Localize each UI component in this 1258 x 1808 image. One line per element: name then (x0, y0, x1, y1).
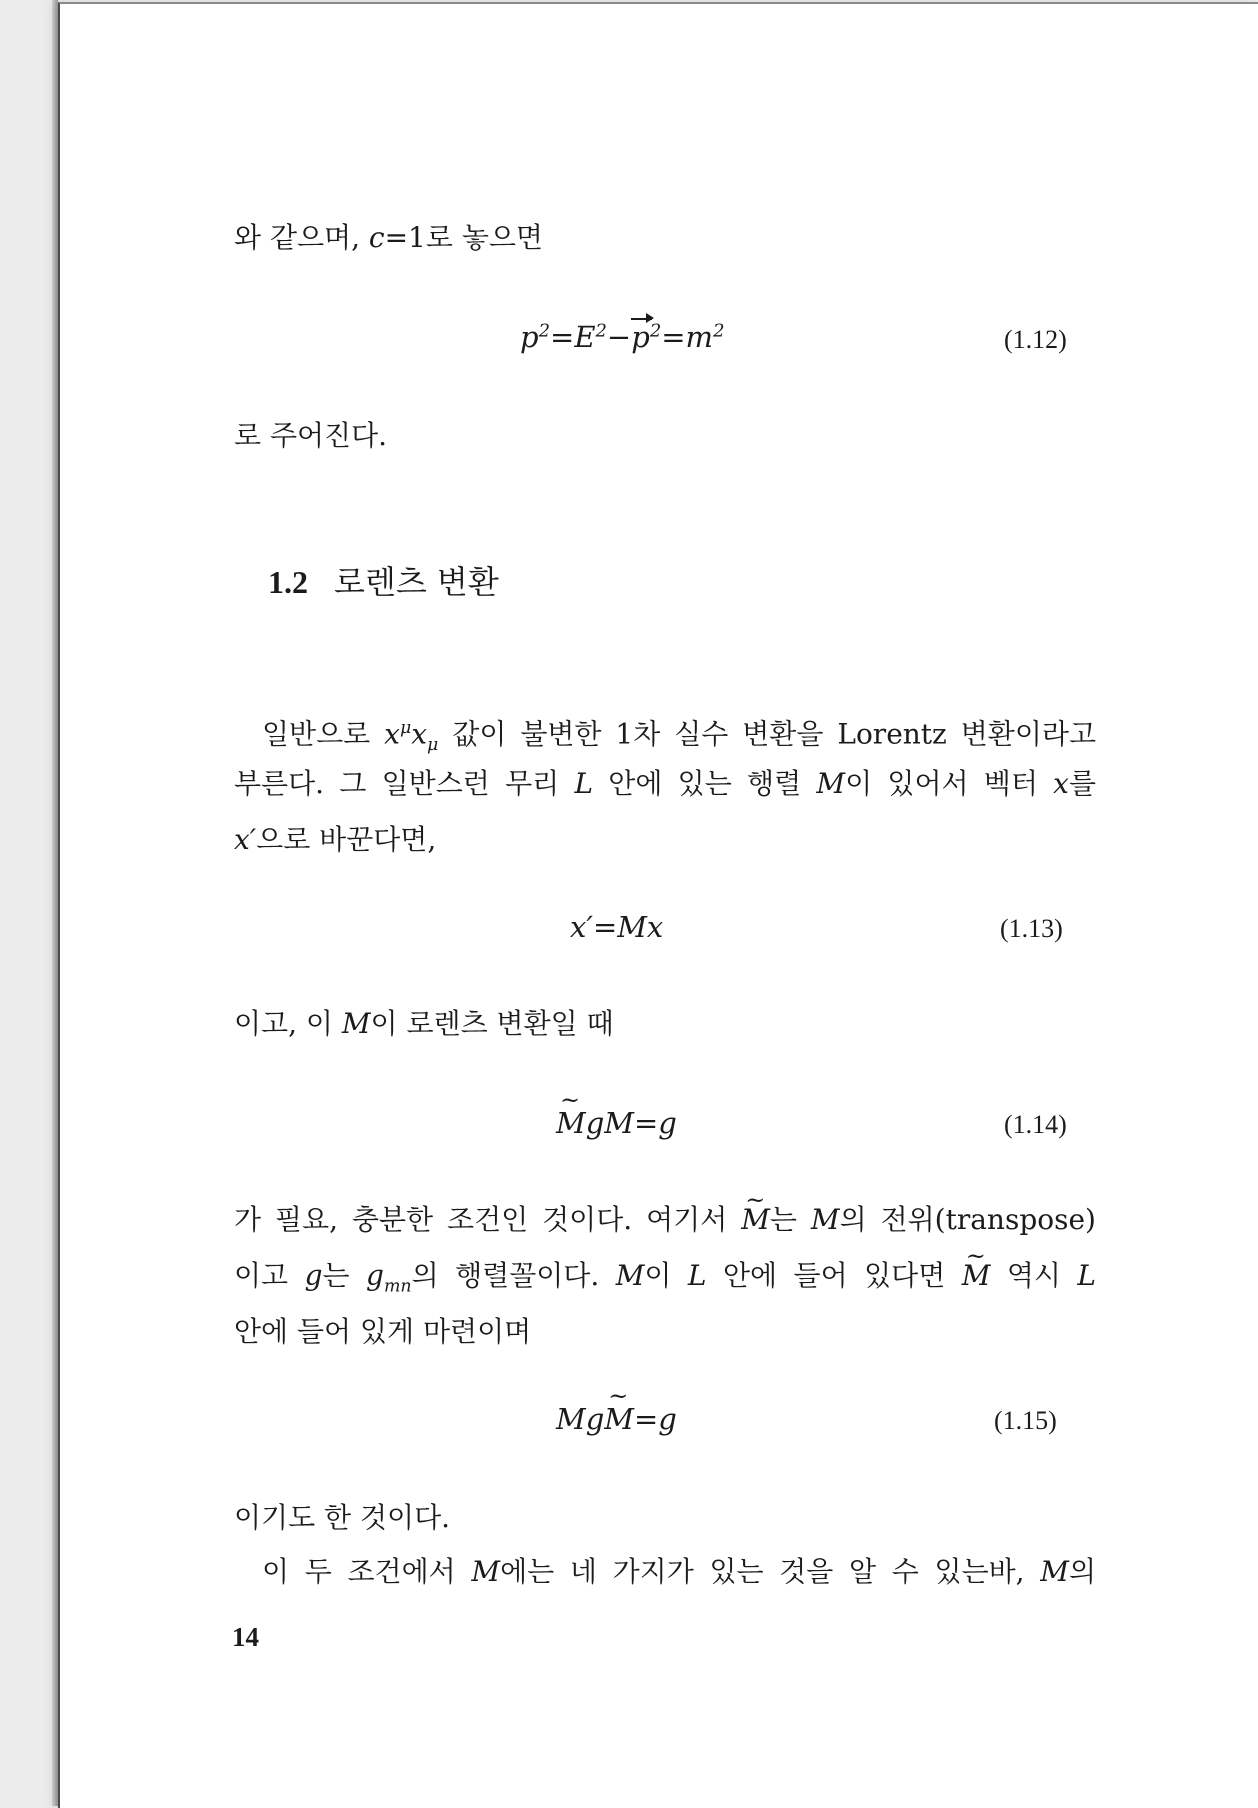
equation-1-14: ~ MgM=g (556, 1106, 677, 1140)
text-line-para3-2: 부른다. 그 일반스런 무리 L 안에 있는 행렬 M이 있어서 벡터 x를 (234, 767, 1097, 800)
text-line-para5-3: 안에 들어 있게 마련이며 (234, 1315, 532, 1348)
text-line-para3-3: x′으로 바꾼다면, (234, 823, 437, 856)
text-line-para1: 와 같으며, c=1로 놓으면 (234, 221, 543, 254)
book-page (58, 2, 1258, 1808)
text-line-para2: 로 주어진다. (234, 419, 388, 452)
text-line-para7: 이 두 조건에서 M에는 네 가지가 있는 것을 알 수 있는바, M의 (262, 1555, 1096, 1588)
section-number: 1.2 (268, 564, 308, 600)
text-line-para5-1: 가 필요, 충분한 조건인 것이다. 여기서 ~ M는 M의 전위(transpose) (234, 1202, 1096, 1238)
equation-number-1-14: (1.14) (1004, 1110, 1067, 1139)
equation-1-12: $p^2=E^2-p^2=m^2$ (520, 320, 725, 354)
vector-arrow: p (631, 320, 650, 354)
equation-number-1-12: (1.12) (1004, 325, 1067, 354)
text-line-para3-1: 일반으로 $x^\mu x_\mu$ 값이 불변한 1차 실수 변환을 Lorentz 변환이라고 (262, 717, 1096, 755)
equation-number-1-13: (1.13) (1000, 914, 1063, 943)
section-heading (268, 557, 499, 603)
text-line-para5-2: 이고 g는 $g_{mn}$의 행렬꼴이다. M이 L 안에 들어 있다면 ~ M 역시 L (234, 1258, 1096, 1305)
equation-1-13: x′=Mx (570, 910, 664, 944)
text-line-para6: 이기도 한 것이다. (234, 1501, 451, 1534)
text-line-para4: 이고, 이 M이 로렌츠 변환일 때 (234, 1007, 614, 1040)
equation-number-1-15: (1.15) (994, 1406, 1057, 1435)
section-title: 로렌츠 변환 (334, 563, 499, 601)
equation-1-15: Mg~ M=g (556, 1402, 677, 1436)
page-number: 14 (232, 1622, 259, 1652)
